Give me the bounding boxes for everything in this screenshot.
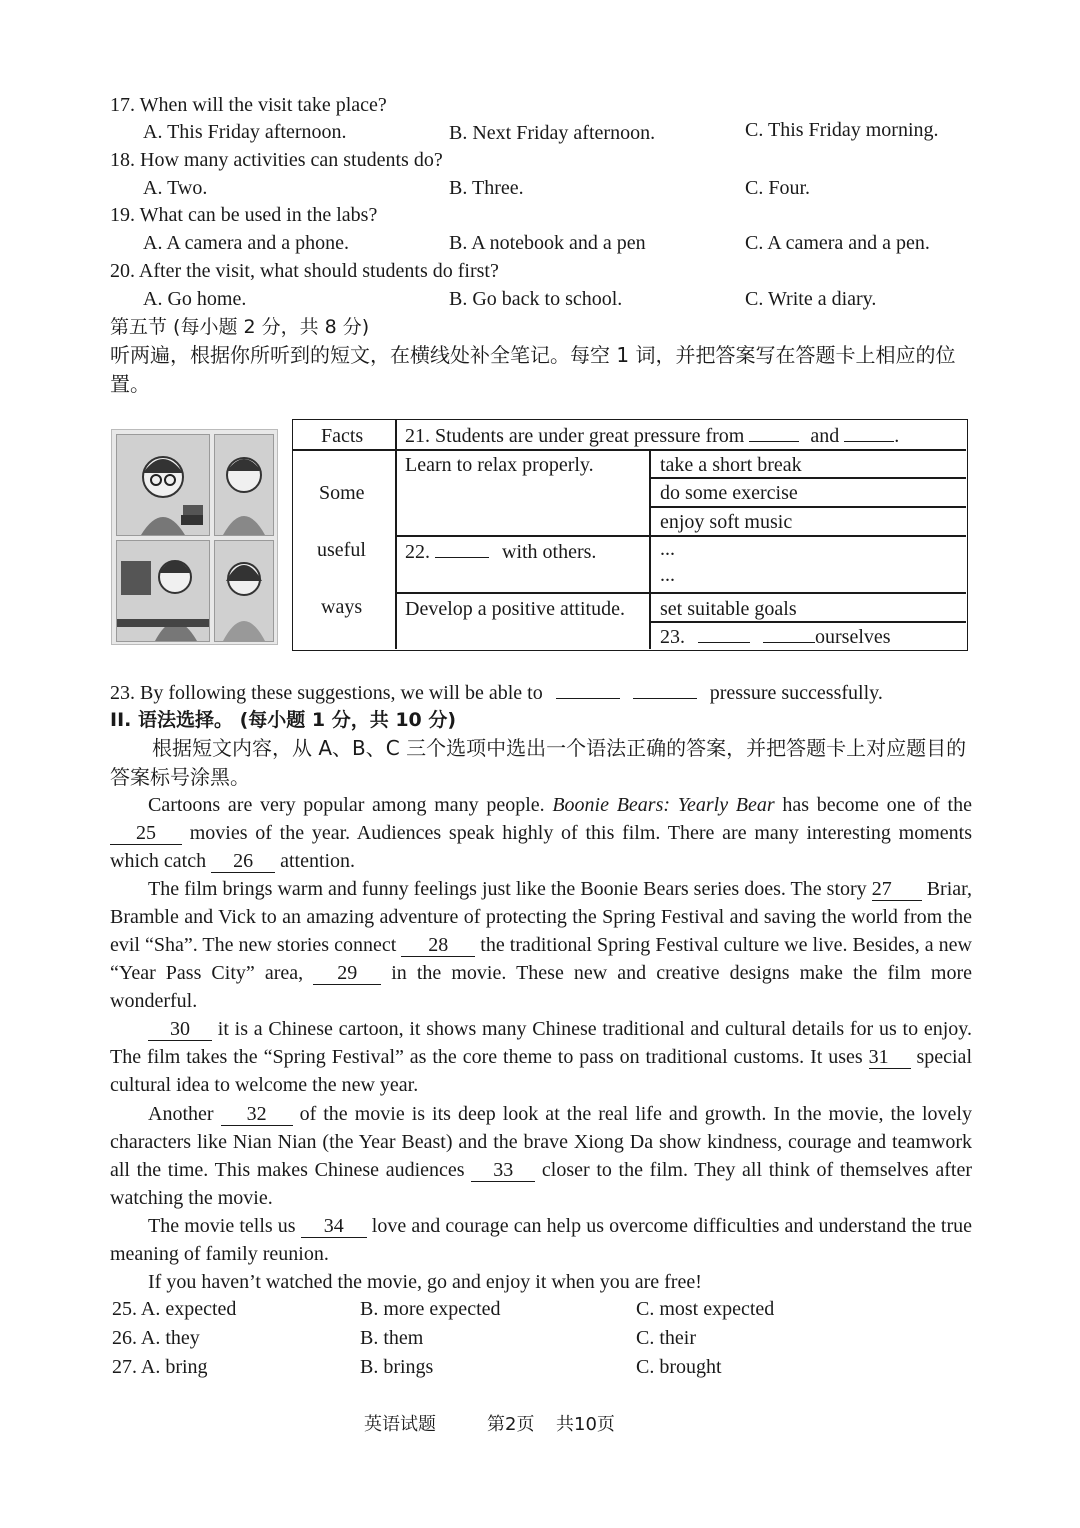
sentence-start: 23. By following these suggestions, we will be able to: [110, 682, 543, 704]
footer-total: 共10页: [556, 1414, 615, 1435]
ellipsis: ...: [660, 564, 675, 586]
question-number: 19.: [110, 204, 135, 226]
thinking-student-icon: [215, 435, 273, 535]
option-b: B. Three.: [449, 177, 524, 199]
stressed-student-image: [116, 434, 210, 536]
option-c: C. Four.: [745, 177, 811, 199]
question-18: [110, 147, 443, 173]
option-27-b: B. brings: [360, 1356, 434, 1378]
question-23-sentence: [110, 680, 883, 706]
option-b: B. A notebook and a pen: [449, 232, 646, 254]
paragraph-3: 30 it is a Chinese cartoon, it shows many Chinese traditional and cultural details for us to enjoy. The film takes the “Spring Festival” as the core theme to pass on traditional customs. It uses 31 special cultural idea to welcome the new year.: [110, 1018, 972, 1096]
question-text: How many activities can students do?: [140, 149, 443, 171]
question-number: 20.: [110, 260, 135, 282]
answer-blank[interactable]: [763, 642, 815, 643]
goals-item: set suitable goals: [660, 598, 797, 620]
computer-student-image: [116, 540, 210, 642]
stressed-student-icon: [117, 435, 209, 535]
paragraph-1: Cartoons are very popular among many people. Boonie Bears: Yearly Bear has become one of the 25 movies of the year. Audiences speak highly of this film. There are many interesting moments which catch 26 attention.: [110, 794, 972, 872]
option-25-c: C. most expected: [636, 1298, 775, 1320]
option-26-b: B. them: [360, 1327, 424, 1349]
question-17: [110, 92, 387, 118]
grammar-instruction: 根据短文内容，从 A、B、C 三个选项中选出一个语法正确的答案，并把答题卡上对应题目的答案标号涂黑。: [110, 736, 967, 789]
blank-29[interactable]: 29: [313, 962, 381, 985]
sentence-end: pressure successfully.: [709, 682, 883, 704]
question-22-number: 22.: [405, 541, 430, 563]
option-c: C. A camera and a pen.: [745, 232, 930, 254]
answer-blank[interactable]: [556, 698, 620, 699]
attitude-tip: Develop a positive attitude.: [405, 598, 625, 620]
option-b: B. Go back to school.: [449, 288, 623, 310]
question-number: 17.: [110, 94, 135, 116]
question-text: When will the visit take place?: [139, 94, 387, 116]
question-23: [660, 624, 891, 650]
question-20: [110, 258, 499, 284]
stress-illustration: [111, 429, 278, 645]
blank-31[interactable]: 31: [869, 1046, 911, 1069]
blank-28[interactable]: 28: [401, 934, 475, 957]
question-text: What can be used in the labs?: [139, 204, 378, 226]
question-22-text: with others.: [502, 541, 597, 563]
blank-27[interactable]: 27: [872, 878, 922, 901]
option-25-a: 25. A. expected: [112, 1298, 237, 1320]
option-b: B. Next Friday afternoon.: [449, 122, 656, 144]
answer-blank[interactable]: [749, 441, 799, 442]
computer-student-icon: [117, 541, 209, 641]
blank-25[interactable]: 25: [110, 822, 182, 845]
answer-blank[interactable]: [633, 698, 697, 699]
ways-label-line1: Some: [319, 482, 365, 504]
thinking-student-image: [214, 434, 274, 536]
calm-student-image: [214, 540, 274, 642]
answer-blank[interactable]: [844, 441, 894, 442]
ellipsis: ...: [660, 538, 675, 560]
option-a: A. This Friday afternoon.: [143, 121, 347, 143]
section-instruction: 听两遍，根据你所听到的短文，在横线处补全笔记。每空 1 词，并把答案写在答题卡上相应的位置。: [110, 343, 956, 396]
option-c: C. Write a diary.: [745, 288, 877, 310]
question-19: [110, 202, 377, 228]
blank-34[interactable]: 34: [301, 1215, 367, 1238]
calm-student-icon: [215, 541, 273, 641]
question-21: 21. Students are under great pressure from and .: [405, 425, 900, 447]
notes-table: [292, 419, 968, 651]
facts-label: Facts: [321, 425, 364, 447]
relax-item: do some exercise: [660, 482, 798, 504]
question-23-text: ourselves: [815, 626, 891, 648]
question-21-and: and: [810, 425, 840, 447]
question-23-number: 23.: [660, 626, 685, 648]
paragraph-5: The movie tells us 34 love and courage can help us overcome difficulties and understand the true meaning of family reunion.: [110, 1215, 972, 1265]
relax-item: enjoy soft music: [660, 511, 793, 533]
question-22: [405, 539, 596, 565]
relax-tip: Learn to relax properly.: [405, 454, 594, 476]
grammar-title: II. 语法选择。 (每小题 1 分，共 10 分): [110, 709, 457, 731]
question-text: After the visit, what should students do first?: [138, 260, 499, 282]
blank-33[interactable]: 33: [471, 1159, 535, 1182]
movie-title: Boonie Bears: Yearly Bear: [552, 794, 775, 816]
question-21-text: 21. Students are under great pressure from: [405, 425, 745, 447]
option-25-b: B. more expected: [360, 1298, 501, 1320]
option-a: A. Go home.: [143, 288, 247, 310]
paragraph-2: The film brings warm and funny feelings just like the Boonie Bears series does. The story 27 Briar, Bramble and Vick to an amazing adventure of protecting the Spring Festival and saving the world from the evil “Sha”. The new stories connect 28 the traditional Spring Festival culture we live. Besides, a new “Year Pass City” area, 29 in the movie. These new and creative designs make the film more wonderful.: [110, 878, 972, 1012]
section-title: 第五节 (每小题 2 分，共 8 分): [110, 316, 370, 338]
relax-item: take a short break: [660, 454, 802, 476]
paragraph-6: If you haven’t watched the movie, go and enjoy it when you are free!: [148, 1271, 702, 1293]
question-number: 18.: [110, 149, 135, 171]
option-26-c: C. their: [636, 1327, 696, 1349]
footer-subject: 英语试题: [364, 1414, 436, 1435]
answer-blank[interactable]: [435, 557, 489, 558]
blank-26[interactable]: 26: [211, 850, 275, 873]
blank-30[interactable]: 30: [148, 1018, 212, 1041]
footer-page: 第2页: [487, 1414, 535, 1435]
ways-label-line3: ways: [321, 596, 363, 618]
answer-blank[interactable]: [698, 642, 750, 643]
blank-32[interactable]: 32: [221, 1103, 293, 1126]
option-c: C. This Friday morning.: [745, 119, 939, 141]
option-27-c: C. brought: [636, 1356, 722, 1378]
option-a: A. A camera and a phone.: [143, 232, 350, 254]
paragraph-4: Another 32 of the movie is its deep look at the real life and growth. In the movie, the lovely characters like Nian Nian (the Year Beast) and the brave Xiong Da show kindness, courage and teamwork all the time. This makes Chinese audiences 33 closer to the film. They all think of themselves after watching the movie.: [110, 1103, 972, 1209]
option-26-a: 26. A. they: [112, 1327, 200, 1349]
option-27-a: 27. A. bring: [112, 1356, 208, 1378]
option-a: A. Two.: [143, 177, 208, 199]
ways-label-line2: useful: [317, 539, 366, 561]
